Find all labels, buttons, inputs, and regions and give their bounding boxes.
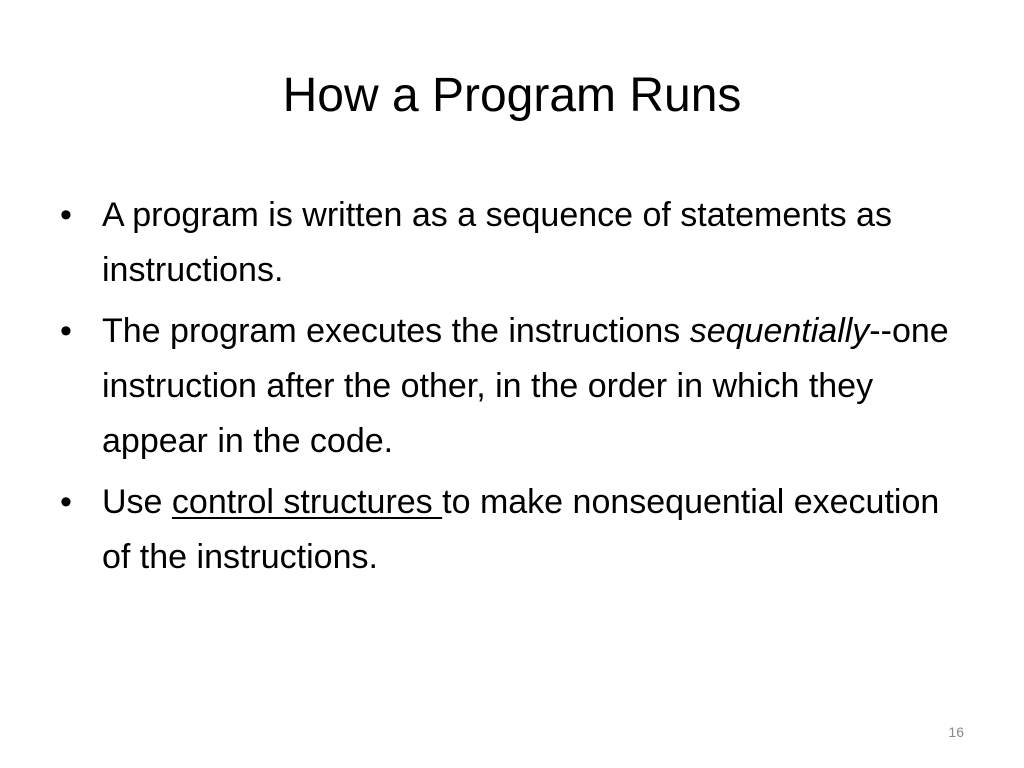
- bullet-dot-icon: •: [60, 312, 72, 350]
- bullet-list: [60, 188, 960, 591]
- slide-page-number: 16: [948, 724, 964, 740]
- bullet-text-before-underline: Use: [102, 483, 172, 521]
- bullet-text-after-underline: to make nonsequential execution of the instructions.: [102, 483, 940, 576]
- bullet-dot-icon: •: [60, 196, 72, 234]
- control-structures-term: control structures: [171, 483, 443, 521]
- sequentially-emphasis: sequentially: [689, 312, 870, 350]
- bullet-item-sequential-execution: [60, 304, 960, 469]
- bullet-dot-icon: •: [60, 483, 72, 521]
- bullet-text-before-emphasis: The program executes the instructions: [102, 312, 690, 350]
- bullet-item-program-sequence: [60, 188, 960, 298]
- bullet-item-control-structures: [60, 475, 960, 585]
- bullet-text-after-emphasis: --one instruction after the other, in the order in which they appear in the code.: [102, 312, 949, 460]
- slide-title: How a Program Runs: [282, 69, 742, 122]
- bullet-text: A program is written as a sequence of statements as instructions.: [102, 196, 892, 289]
